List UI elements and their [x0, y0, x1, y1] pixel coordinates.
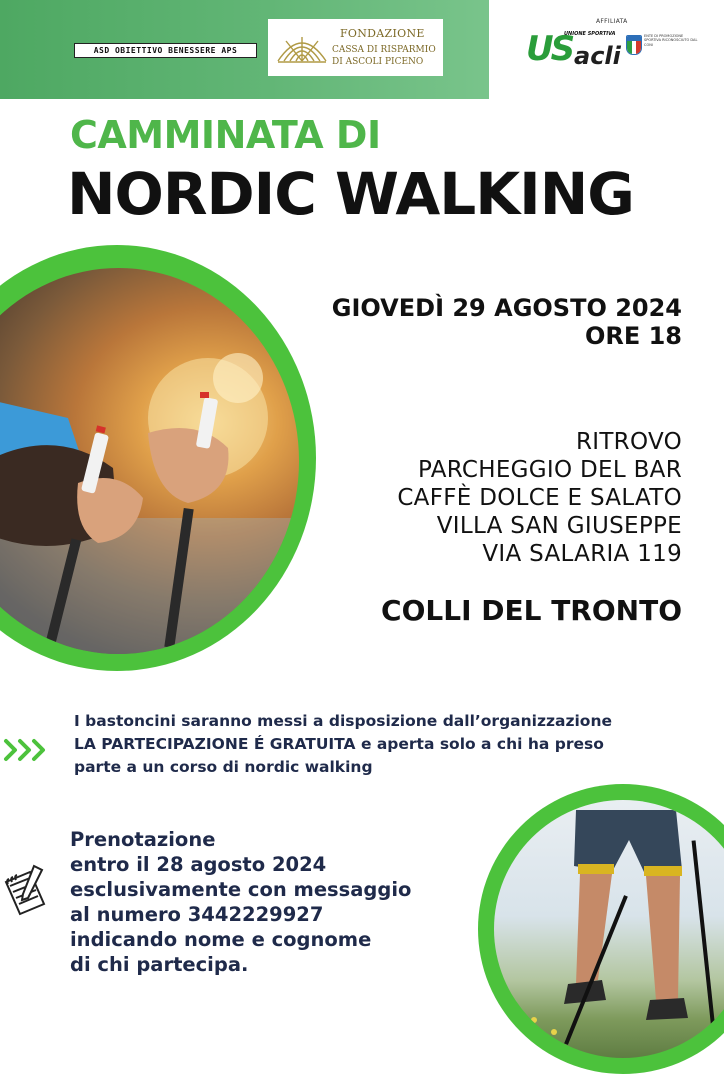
fondazione-line2: DI ASCOLI PICENO: [332, 57, 424, 67]
info-line-2: LA PARTECIPAZIONE É GRATUITA e aperta solo a chi ha preso: [74, 735, 604, 753]
unione-sportiva-label: UNIONE SPORTIVA: [564, 31, 616, 37]
info-line-1: I bastoncini saranno messi a disposizione dall’organizzazione: [74, 712, 613, 730]
booking-line: entro il 28 agosto 2024: [70, 853, 327, 876]
us-mark: US: [526, 29, 573, 69]
fondazione-logo: [268, 19, 443, 76]
coni-shield-icon: [626, 35, 642, 55]
title-line1: CAMMINATA DI: [70, 113, 381, 157]
usacli-logo: [524, 16, 698, 76]
fondazione-title: FONDAZIONE: [340, 27, 425, 40]
fondazione-fan-icon: [274, 31, 330, 65]
booking-line: di chi partecipa.: [70, 953, 249, 976]
acli-mark: acli: [574, 42, 621, 70]
title-line2: NORDIC WALKING: [67, 160, 634, 228]
booking-line: indicando nome e cognome: [70, 928, 372, 951]
coni-text: ENTE DI PROMOZIONE SPORTIVA RICONOSCIUTO DAL CONI: [644, 34, 698, 47]
meeting-line: PARCHEGGIO DEL BAR: [418, 457, 682, 483]
meeting-line: CAFFÈ DOLCE E SALATO: [397, 485, 682, 511]
meeting-line: VIA SALARIA 119: [482, 541, 682, 567]
booking-line: Prenotazione: [70, 828, 216, 851]
asd-logo: ASD OBIETTIVO BENESSERE APS: [74, 43, 257, 58]
affiliata-label: AFFILIATA: [596, 18, 628, 25]
meeting-line: VILLA SAN GIUSEPPE: [436, 513, 682, 539]
event-town: COLLI DEL TRONTO: [381, 594, 682, 627]
booking-line: al numero 3442229927: [70, 903, 324, 926]
event-date: GIOVEDÌ 29 AGOSTO 2024: [331, 294, 682, 322]
booking-line: esclusivamente con messaggio: [70, 878, 412, 901]
info-line-3: parte a un corso di nordic walking: [74, 758, 373, 776]
fondazione-line1: CASSA DI RISPARMIO: [332, 45, 436, 55]
meeting-line: RITROVO: [575, 429, 682, 455]
notepad-pencil-icon: [0, 860, 52, 920]
event-time: ORE 18: [584, 322, 682, 350]
chevrons-right-icon: [2, 736, 50, 764]
